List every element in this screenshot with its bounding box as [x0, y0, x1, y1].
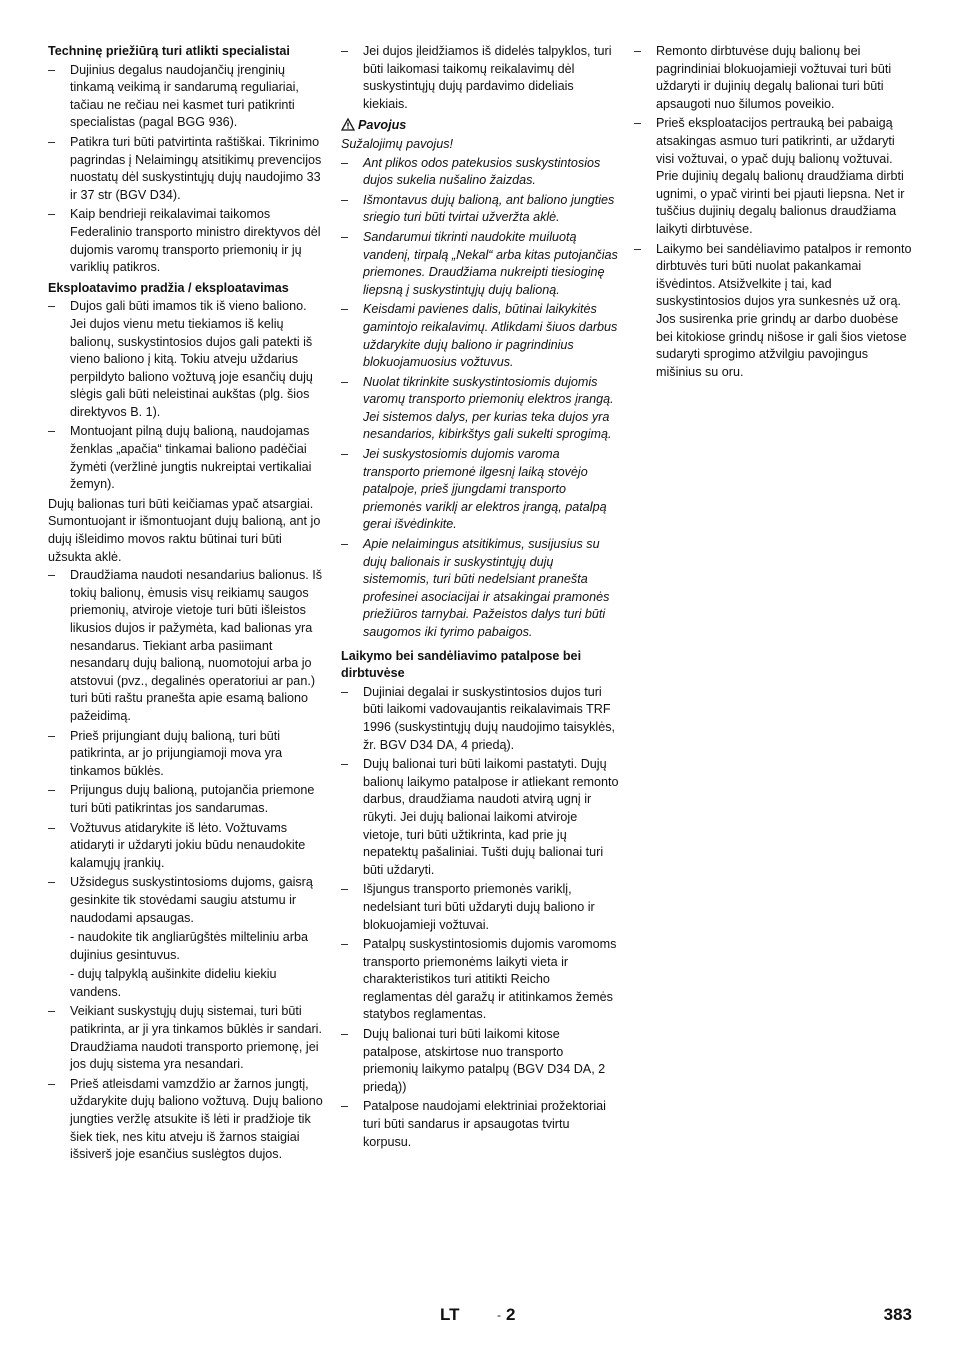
- list-item: – Prieš atleisdami vamzdžio ar žarnos jungtį, uždarykite dujų baliono vožtuvą. Dujų baliono jungties veržlę atsukite iš lėti ir pradžioje tik šiek tiek, nes kitu atveju iš žarnos staigiai išsiverš joje esančius suslėgtos dujos.: [48, 1076, 323, 1162]
- list-item: – Montuojant pilną dujų balioną, naudojamas ženklas „apačia“ tinkamai baliono padėčiai žymėti (veržlinė jungtis nukreiptai vertikaliai žemyn).: [48, 424, 312, 492]
- dash-bullet: –: [341, 155, 349, 170]
- list-item: – Prijungus dujų balioną, putojančia priemone turi būti patikrintas jos sandarumas.: [48, 783, 315, 815]
- footer-separator: -: [497, 1308, 501, 1322]
- dash-bullet: –: [341, 882, 349, 897]
- list-item-fire: – Užsidegus suskystintosioms dujoms, gaisrą gesinkite tik stovėdami saugiu atstumu ir naudodami apsaugas. - naudokite tik angliarūgštės milteliniu arba dujinius gesintuvus. - dujų talpyklą aušinkite dideliu kiekiu vandens.: [48, 874, 326, 1001]
- list-item: – Jei dujos įleidžiamos iš didelės talpyklos, turi būti laikomasi taikomų reikalavimų dėl suskystintųjų dujų pardavimo dideliais kiekiais.: [341, 44, 612, 111]
- list-item: – Patalpose naudojami elektriniai prožektoriai turi būti sandarus ir apsaugotas tvirtu korpusu.: [341, 1099, 606, 1149]
- list-item: – Prieš eksploatacijos pertrauką bei pabaigą atsakingas asmuo turi patikrinti, ar uždaryti visi vožtuvai, o ypač dujų balionų vožtuvai. Prie dujinių degalų balionų draudžiama dirbti ugnimi, o ypač virinti bei pjauti liepsna. Net ir tuščius dujinių degalų balionus draudžiama laikyti dirbtuvėse.: [634, 116, 905, 236]
- dash-bullet: –: [341, 684, 349, 699]
- warning-list-item: – Ant plikos odos patekusios suskystintosios dujos sukelia nušalino žaizdas.: [341, 155, 601, 188]
- paragraph-cylinder-change: Dujų balionas turi būti keičiamas ypač atsargiai. Sumontuojant ir išmontuojant dujų balioną, ant jo dujų išleidimo movos raktu būtinai turi būti užsukta aklė.: [48, 496, 321, 564]
- dash-bullet: –: [48, 299, 56, 314]
- section-heading-storage: Laikymo bei sandėliavimo patalpose bei dirbtuvėse: [341, 648, 582, 681]
- dash-bullet: –: [48, 1004, 56, 1019]
- column-3: [634, 43, 912, 383]
- dash-bullet: –: [48, 134, 56, 149]
- list-item: – Patikra turi būti patvirtinta raštiškai. Tikrinimo pagrindas į Nelaimingų atsitikimų prevencijos nuostatų dėl suskystintųjų dujų naudojimo 33 ir 37 str (BGV D34).: [48, 134, 322, 202]
- language-code: LT: [440, 1305, 460, 1324]
- list-item: – Dujos gali būti imamos tik iš vieno baliono. Jei dujos vienu metu tiekiamos iš kelių balionų, suskystintosios dujos gali patekti iš vieno baliono į kitą. Tokiu atveju uždarius perpildyto baliono vožtuvą joje esančių dujų slėgis gali būti neleistinai aukštas (plg. šios direktyvos B. 1).: [48, 299, 313, 419]
- dash-bullet: –: [341, 44, 349, 58]
- dash-bullet: –: [341, 374, 349, 389]
- dash-bullet: –: [48, 568, 56, 583]
- dash-bullet: –: [634, 116, 642, 131]
- list-item: – Išjungus transporto priemonės variklį, nedelsiant turi būti uždaryti dujų baliono ir blokuojamieji vožtuvai.: [341, 882, 595, 932]
- dash-bullet: –: [341, 1099, 349, 1114]
- list-item: – Laikymo bei sandėliavimo patalpos ir remonto dirbtuvės turi būti nuolat pakankamai išvėdintos. Atsižvelkite į tai, kad suskystintosios dujos yra sunkesnės už orą. Jos susirenka prie grindų ar darbo duobėse bei kitokiose grindų nišose ir gali šios vietose sudaryti sprogimo atžvilgiu pavojingus mišinius su oru.: [634, 241, 912, 379]
- dash-bullet: –: [48, 1076, 56, 1091]
- warning-list-item: – Sandarumui tikrinti naudokite muiluotą vandenį, tirpalą „Nekal“ arba kitas putojančias priemones. Draudžiama nukreipti tiesioginę liepsną į suskystintųjų dujų balioną.: [341, 229, 618, 297]
- dash-bullet: –: [341, 757, 349, 772]
- warning-list-item: – Apie nelaimingus atsitikimus, susijusius su dujų balionais ir suskystintųjų dujų sistemomis, turi būti nedelsiant pranešta profesinei asociacijai ir atsakingai pramonės priežiūros tarnybai. Pažeistos dalys turi būti saugomos iki tyrimo pabaigos.: [341, 537, 610, 639]
- dash-bullet: –: [634, 44, 642, 58]
- dash-bullet: –: [341, 229, 349, 244]
- warning-list-item: – Jei suskystosiomis dujomis varoma transporto priemonė ilgesnį laiką stovėjo patalpoje, prieš įjungdami transporto priemonės variklį ar elektros įrangą, patalpą gerai išvėdinkite.: [341, 447, 607, 532]
- dash-bullet: –: [48, 783, 56, 798]
- page-number: 383: [883, 1305, 912, 1324]
- dash-bullet: –: [341, 447, 349, 462]
- section-heading-operation: Eksploatavimo pradžia / eksploatavimas: [48, 280, 289, 295]
- dash-bullet: –: [341, 537, 349, 552]
- list-item: – Patalpų suskystintosiomis dujomis varomoms transporto priemonėms laikyti vieta ir charakteristikos turi atitikti Reicho reglamentas dėl garažų ir atitinkamos žemės statybos reglamentas.: [341, 937, 617, 1022]
- dash-bullet: –: [341, 302, 349, 317]
- dash-bullet: –: [48, 820, 56, 835]
- doc-number: 2: [506, 1305, 516, 1324]
- dash-bullet: –: [48, 728, 56, 743]
- list-item: – Dujų balionai turi būti laikomi pastatyti. Dujų balionų laikymo patalpose ir atliekant remonto darbus, draudžiama naudoti atvirą ugnį ir rūkyti. Jei dujų balionai laikomi atviroje vietoje, turi būti užtikrinta, kad prie jų nepatektų pašaliniai. Tušti dujų balionai turi būti uždaryti.: [341, 757, 619, 877]
- warning-subtitle: Sužalojimų pavojus!: [341, 136, 454, 151]
- dash-bullet: –: [48, 62, 56, 77]
- list-item: – Remonto dirbtuvėse dujų balionų bei pagrindiniai blokuojamieji vožtuvai turi būti uždaryti ir dujinių degalų balionai turi būti apsaugoti nuo šilumos poveikio.: [634, 44, 892, 111]
- dash-bullet: –: [634, 241, 642, 256]
- column-2: [341, 43, 619, 1153]
- list-item: – Kaip bendrieji reikalavimai taikomos Federalinio transporto ministro direktyvos dėl dujomis varomų transporto priemonių ir jų variklių patikros.: [48, 207, 321, 275]
- list-item: – Veikiant suskystųjų dujų sistemai, turi būti patikrinta, ar ji yra tinkamos būklės ir sandari. Draudžiama naudoti transporto priemonę, jei jos dujų sistema yra nesandari.: [48, 1004, 322, 1072]
- section-heading-maintenance: Techninę priežiūrą turi atlikti specialistai: [48, 44, 290, 58]
- list-item: – Draudžiama naudoti nesandarius balionus. Iš tokių balionų, ėmusis visų reikiamų saugos priemonių, atviroje vietoje turi būti išleistos likusios dujos ir pažymėta, kad balionas yra nesandarus. Tiekiant arba pasiimant nesandarų dujų balioną, nuomotojui arba jo atstovui (pvz., degalinės operatoriui ar pan.) turi būti raštu pranešta apie esamą baliono pažeidimą.: [48, 568, 323, 723]
- list-item: – Prieš prijungiant dujų balioną, turi būti patikrinta, ar jo prijungiamoji mova yra tinkamos būklės.: [48, 728, 283, 778]
- warning-list-item: – Išmontavus dujų balioną, ant baliono jungties sriegio turi būti tvirtai užveržta aklė.: [341, 192, 615, 225]
- column-1: [48, 43, 326, 1166]
- warning-triangle-icon: [341, 118, 355, 131]
- list-item: – Dujų balionai turi būti laikomi kitose patalpose, atskirtose nuo transporto priemonių laikymo patalpų (BGV D34 DA, 2 priedą)): [341, 1027, 606, 1094]
- dash-bullet: –: [341, 192, 349, 207]
- warning-title: Pavojus: [341, 117, 619, 135]
- warning-list-item: – Keisdami pavienes dalis, būtinai laikykitės gamintojo reikalavimų. Atlikdami šiuos darbus uždarykite dujų baliono ir pagrindinius blokuojamuosius vožtuvus.: [341, 302, 618, 370]
- list-item: – Dujiniai degalai ir suskystintosios dujos turi būti laikomi vadovaujantis reikalavimais TRF 1996 (suskystintųjų dujų naudojimo taisyklės, žr. BGV D34 DA, 4 priedą).: [341, 684, 616, 752]
- list-item: – Dujinius degalus naudojančių įrenginių tinkamą veikimą ir sandarumą reguliariai, tačiau ne rečiau nei kasmet turi patikrinti specialistas (pagal BGG 936).: [48, 62, 299, 130]
- page-footer: [0, 1306, 954, 1330]
- warning-list-item: – Nuolat tikrinkite suskystintosiomis dujomis varomų transporto priemonių elektros įrangą. Jei sistemos dalys, per kurias teka dujos yra nesandarios, kibirkštys gali sukelti sprogimą.: [341, 374, 614, 442]
- list-item: – Vožtuvus atidarykite iš lėto. Vožtuvams atidaryti ir uždaryti jokiu būdu nenaudokite kalamųjų įrankių.: [48, 820, 306, 870]
- dash-bullet: –: [48, 207, 56, 222]
- dash-bullet: –: [341, 937, 349, 952]
- dash-bullet: –: [48, 424, 56, 439]
- dash-bullet: –: [341, 1027, 349, 1042]
- dash-bullet: –: [48, 875, 56, 890]
- sub-item: - dujų talpyklą aušinkite dideliu kiekiu vandens.: [70, 967, 277, 999]
- sub-item: - naudokite tik angliarūgštės milteliniu arba dujinius gesintuvus.: [70, 930, 309, 962]
